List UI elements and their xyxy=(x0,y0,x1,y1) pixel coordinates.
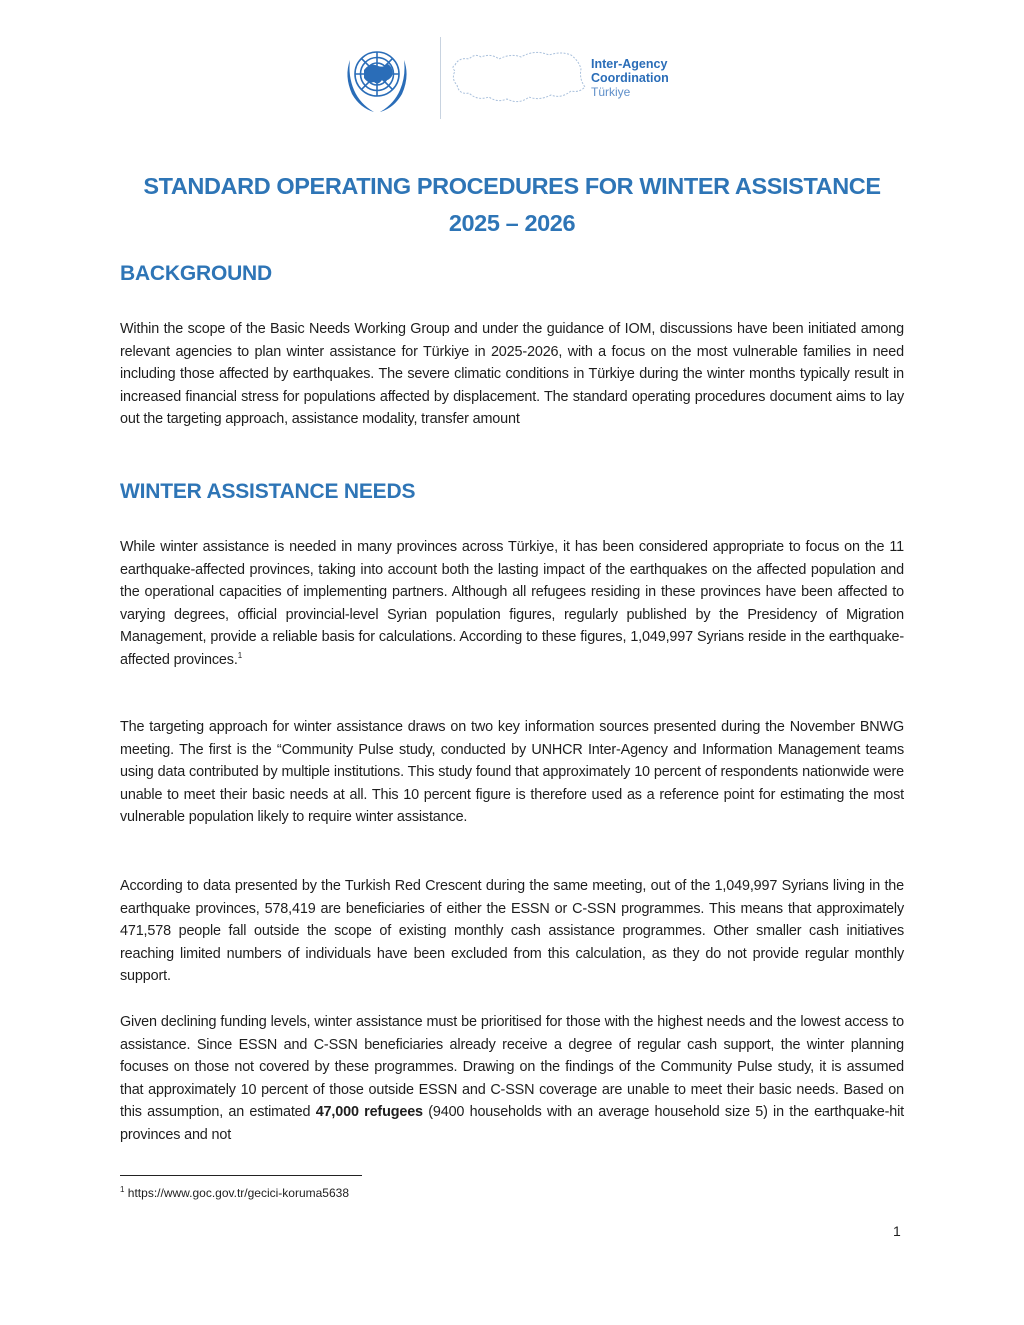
footnote-link[interactable]: https://www.goc.gov.tr/gecici-koruma5638 xyxy=(127,1186,350,1200)
document-title xyxy=(100,168,924,242)
page-number: 1 xyxy=(893,1223,901,1239)
title-line1: STANDARD OPERATING PROCEDURES FOR WINTER ASSISTANCE xyxy=(143,173,881,199)
org-name-line3: Türkiye xyxy=(591,85,631,99)
paragraph-text: While winter assistance is needed in many provinces across Türkiye, it has been considered appropriate to focus on the 11 earthquake-affected provinces, taking into account both the lasting impact of the earthquakes on the affected population and the operational capacities of implementing partners. Although all refugees residing in these provinces have been affected to varying degrees, official provincial-level Syrian population figures, regularly published by the Presidency of Migration Management, provide a reliable basis for calculations. According to these figures, 1,049,997 Syrians reside in the earthquake-affected provinces. xyxy=(120,539,904,668)
paragraph-tail: (9400 households with an average household size 5) in the earthquake-hit provinces and not xyxy=(120,1104,904,1143)
footnote-number: 1 xyxy=(120,1185,125,1194)
header-logo-bar xyxy=(344,36,669,120)
logo-divider xyxy=(440,37,441,119)
turkiye-map-outline-icon xyxy=(449,47,589,109)
paragraph-winter-needs-4 xyxy=(120,1011,904,1147)
paragraph-text: Given declining funding levels, winter assistance must be prioritised for those with the highest needs and the lowest access to assistance. Since ESSN and C-SSN beneficiaries already receive a degree of regular cash support, the winter planning focuses on those not covered by these programmes. Drawing on the findings of the Community Pulse study, it is assumed that approximately 10 percent of those outside ESSN and C-SSN coverage are unable to meet their basic needs. Based on this assumption, an estimated xyxy=(120,1014,904,1121)
un-emblem-icon xyxy=(344,40,410,116)
bold-figure: 47,000 refugees xyxy=(315,1104,423,1121)
org-name xyxy=(591,57,669,99)
title-line2: 2025 – 2026 xyxy=(448,210,576,236)
paragraph-background: Within the scope of the Basic Needs Working Group and under the guidance of IOM, discussions have been initiated among relevant agencies to plan winter assistance for Türkiye in 2025-2026, with a focus on the most vulnerable families in need including those affected by earthquakes. The severe climatic conditions in Türkiye during the winter months typically result in increased financial stress for populations affected by displacement. The standard operating procedures document aims to lay out the targeting approach, assistance modality, transfer amount xyxy=(120,321,904,428)
section-heading-background: BACKGROUND xyxy=(120,262,272,285)
org-name-line2: Coordination xyxy=(591,71,669,85)
paragraph-winter-needs-2: The targeting approach for winter assistance draws on two key information sources presented during the November BNWG meeting. The first is the “Community Pulse study, conducted by UNHCR Inter-Agency and Information Management teams using data contributed by multiple institutions. This study found that approximately 10 percent of respondents nationwide were unable to meet their basic needs at all. This 10 percent figure is therefore used as a reference point for estimating the most vulnerable population likely to require winter assistance. xyxy=(120,719,904,826)
footnote-1 xyxy=(120,1186,349,1200)
section-heading-winter-needs: WINTER ASSISTANCE NEEDS xyxy=(120,480,416,503)
footnote-reference[interactable]: 1 xyxy=(237,651,242,661)
paragraph-winter-needs-3: According to data presented by the Turkish Red Crescent during the same meeting, out of the 1,049,997 Syrians living in the earthquake provinces, 578,419 are beneficiaries of either the ESSN or C-SSN programmes. This means that approximately 471,578 people fall outside the scope of existing monthly cash assistance programmes. Other smaller cash initiatives reaching limited numbers of individuals have been excluded from this calculation, as they do not provide regular monthly support. xyxy=(120,878,904,985)
org-name-line1: Inter-Agency xyxy=(591,57,668,71)
paragraph-winter-needs-1 xyxy=(120,536,904,672)
footnote-separator xyxy=(120,1175,362,1176)
